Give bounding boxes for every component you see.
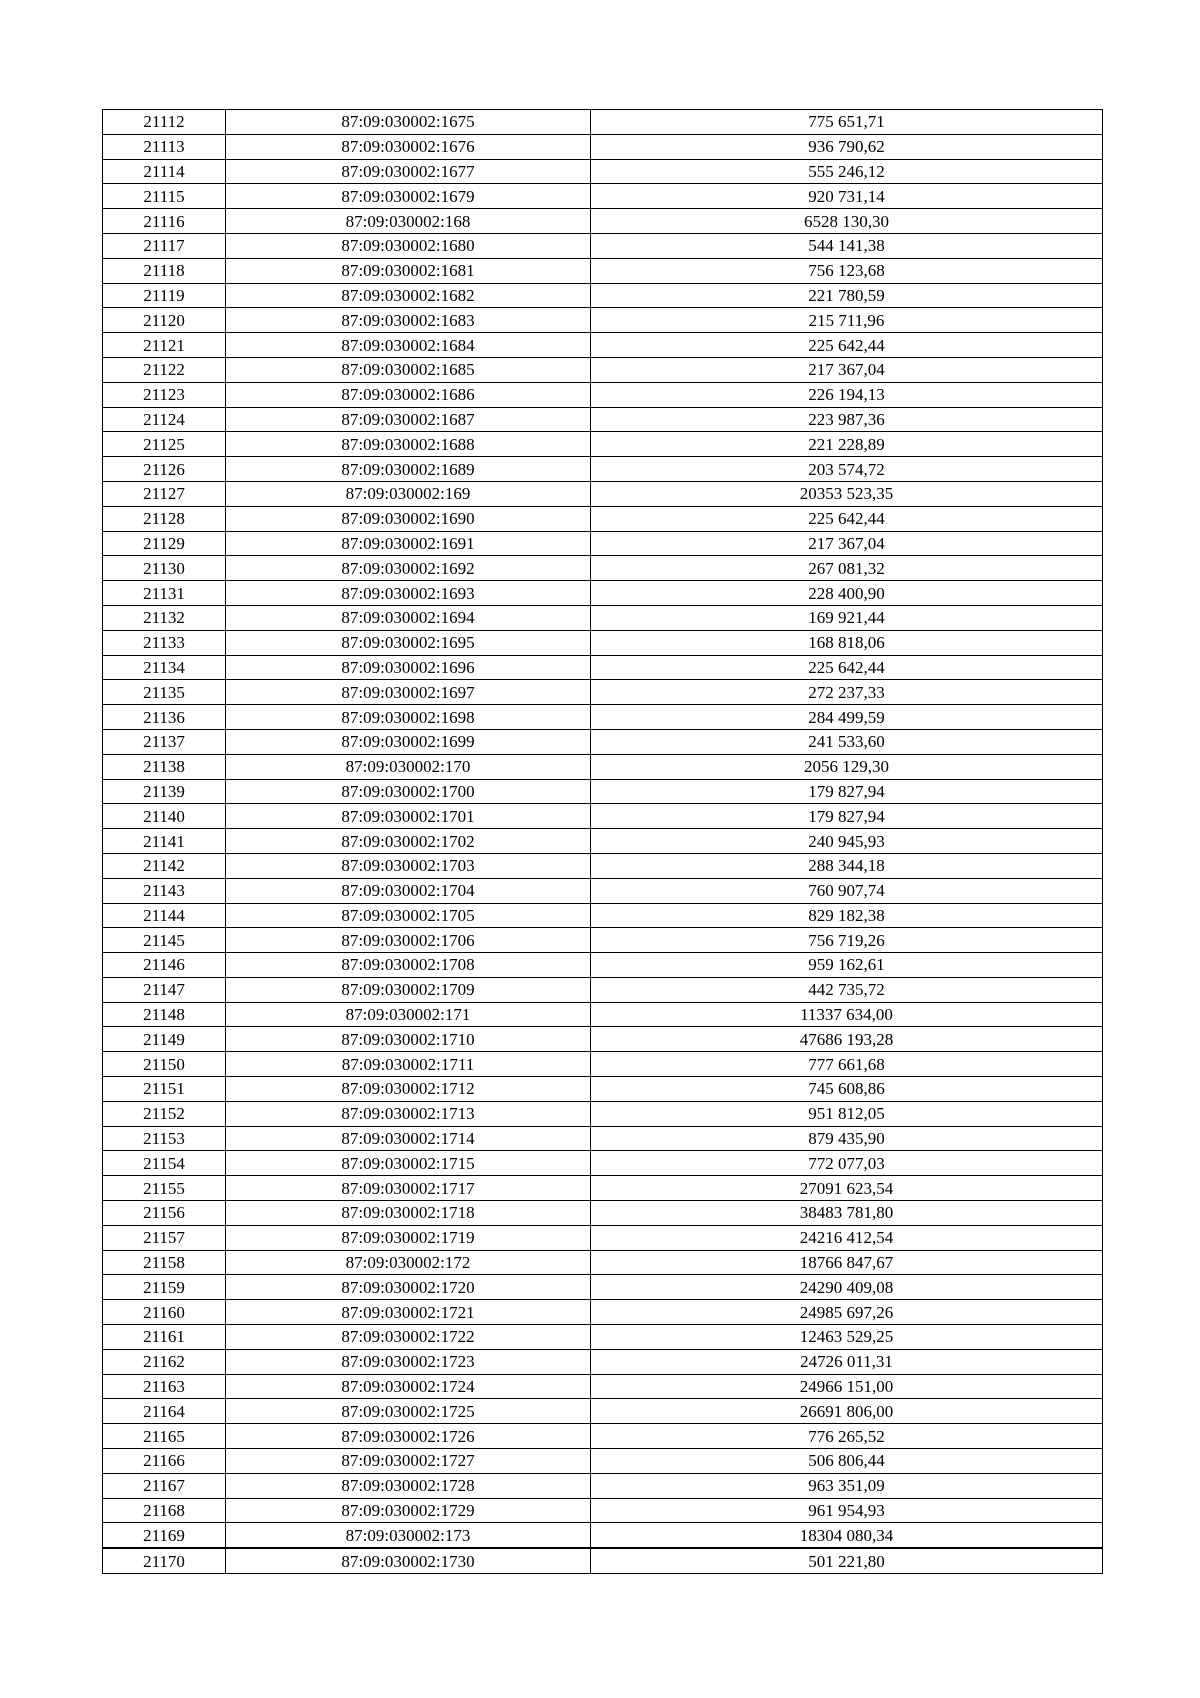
cadastral-value-cell: 179 827,94 [591,804,1103,829]
row-number-cell: 21144 [103,903,226,928]
table-row [103,1151,1103,1176]
table-row [103,1201,1103,1226]
table-row [103,110,1103,135]
row-number-cell: 21118 [103,258,226,283]
cadastral-value-cell: 760 907,74 [591,878,1103,903]
cadastral-number-cell: 87:09:030002:1694 [226,605,591,630]
table-row [103,1523,1103,1548]
row-number-cell: 21155 [103,1176,226,1201]
table-row [103,531,1103,556]
cadastral-number-cell: 87:09:030002:1696 [226,655,591,680]
table-row [103,581,1103,606]
table-row [103,1349,1103,1374]
row-number-cell: 21131 [103,581,226,606]
table-row [103,258,1103,283]
cadastral-number-cell: 87:09:030002:1703 [226,853,591,878]
cadastral-value-cell: 920 731,14 [591,184,1103,209]
table-row [103,1449,1103,1474]
cadastral-number-cell: 87:09:030002:1717 [226,1176,591,1201]
cadastral-value-cell: 226 194,13 [591,382,1103,407]
table-row [103,382,1103,407]
cadastral-number-cell: 87:09:030002:1718 [226,1201,591,1226]
cadastral-number-cell: 87:09:030002:1721 [226,1300,591,1325]
cadastral-value-cell: 217 367,04 [591,357,1103,382]
table-row [103,432,1103,457]
table-row [103,977,1103,1002]
cadastral-number-cell: 87:09:030002:1712 [226,1077,591,1102]
row-number-cell: 21135 [103,680,226,705]
row-number-cell: 21164 [103,1399,226,1424]
cadastral-value-cell: 26691 806,00 [591,1399,1103,1424]
cadastral-number-cell: 87:09:030002:1692 [226,556,591,581]
cadastral-value-cell: 223 987,36 [591,407,1103,432]
cadastral-value-cell: 775 651,71 [591,110,1103,135]
cadastral-value-cell: 215 711,96 [591,308,1103,333]
cadastral-number-cell: 87:09:030002:1675 [226,110,591,135]
row-number-cell: 21162 [103,1349,226,1374]
cadastral-number-cell: 87:09:030002:1720 [226,1275,591,1300]
cadastral-value-cell: 272 237,33 [591,680,1103,705]
cadastral-value-cell: 225 642,44 [591,655,1103,680]
row-number-cell: 21133 [103,630,226,655]
cadastral-number-cell: 87:09:030002:1686 [226,382,591,407]
row-number-cell: 21168 [103,1498,226,1523]
table-row [103,605,1103,630]
cadastral-value-cell: 11337 634,00 [591,1002,1103,1027]
cadastral-value-cell: 228 400,90 [591,581,1103,606]
row-number-cell: 21159 [103,1275,226,1300]
cadastral-number-cell: 87:09:030002:1693 [226,581,591,606]
row-number-cell: 21142 [103,853,226,878]
cadastral-number-cell: 87:09:030002:1676 [226,134,591,159]
row-number-cell: 21138 [103,754,226,779]
table-row [103,1002,1103,1027]
table-row [103,853,1103,878]
table-row [103,680,1103,705]
cadastral-value-cell: 179 827,94 [591,779,1103,804]
cadastral-number-cell: 87:09:030002:1701 [226,804,591,829]
cadastral-value-cell: 756 719,26 [591,928,1103,953]
cadastral-value-cell: 267 081,32 [591,556,1103,581]
row-number-cell: 21116 [103,209,226,234]
cadastral-value-cell: 777 661,68 [591,1052,1103,1077]
row-number-cell: 21126 [103,457,226,482]
table-row [103,1126,1103,1151]
cadastral-number-cell: 87:09:030002:171 [226,1002,591,1027]
cadastral-value-cell: 288 344,18 [591,853,1103,878]
row-number-cell: 21139 [103,779,226,804]
cadastral-number-cell: 87:09:030002:1681 [226,258,591,283]
cadastral-value-cell: 24290 409,08 [591,1275,1103,1300]
row-number-cell: 21115 [103,184,226,209]
cadastral-number-cell: 87:09:030002:1688 [226,432,591,457]
table-row [103,1399,1103,1424]
row-number-cell: 21165 [103,1424,226,1449]
table-row [103,481,1103,506]
table-row [103,1176,1103,1201]
table-row [103,556,1103,581]
cadastral-number-cell: 87:09:030002:1704 [226,878,591,903]
cadastral-value-cell: 745 608,86 [591,1077,1103,1102]
table-row [103,134,1103,159]
cadastral-number-cell: 87:09:030002:1727 [226,1449,591,1474]
row-number-cell: 21128 [103,506,226,531]
cadastral-number-cell: 87:09:030002:1719 [226,1225,591,1250]
cadastral-number-cell: 87:09:030002:1679 [226,184,591,209]
table-row [103,407,1103,432]
cadastral-value-cell: 168 818,06 [591,630,1103,655]
cadastral-value-table [102,109,1103,1574]
table-row [103,729,1103,754]
row-number-cell: 21149 [103,1027,226,1052]
table-row [103,754,1103,779]
table-row [103,878,1103,903]
cadastral-value-cell: 6528 130,30 [591,209,1103,234]
cadastral-number-cell: 87:09:030002:1726 [226,1424,591,1449]
cadastral-number-cell: 87:09:030002:1683 [226,308,591,333]
row-number-cell: 21161 [103,1325,226,1350]
cadastral-value-cell: 12463 529,25 [591,1325,1103,1350]
table-row [103,506,1103,531]
cadastral-number-cell: 87:09:030002:1709 [226,977,591,1002]
cadastral-number-cell: 87:09:030002:1702 [226,829,591,854]
row-number-cell: 21151 [103,1077,226,1102]
cadastral-number-cell: 87:09:030002:1690 [226,506,591,531]
row-number-cell: 21119 [103,283,226,308]
cadastral-number-cell: 87:09:030002:170 [226,754,591,779]
table-row [103,1250,1103,1275]
cadastral-number-cell: 87:09:030002:1685 [226,357,591,382]
table-row [103,1498,1103,1523]
cadastral-value-cell: 27091 623,54 [591,1176,1103,1201]
cadastral-number-cell: 87:09:030002:1700 [226,779,591,804]
table-row [103,159,1103,184]
cadastral-number-cell: 87:09:030002:1706 [226,928,591,953]
table-row [103,1225,1103,1250]
cadastral-number-cell: 87:09:030002:173 [226,1523,591,1548]
table-row [103,308,1103,333]
table-row [103,804,1103,829]
cadastral-number-cell: 87:09:030002:1713 [226,1101,591,1126]
cadastral-number-cell: 87:09:030002:1687 [226,407,591,432]
cadastral-value-cell: 24985 697,26 [591,1300,1103,1325]
table-row [103,655,1103,680]
table-body [103,110,1103,1574]
cadastral-number-cell: 87:09:030002:1724 [226,1374,591,1399]
table-row [103,1027,1103,1052]
row-number-cell: 21150 [103,1052,226,1077]
cadastral-number-cell: 87:09:030002:1711 [226,1052,591,1077]
cadastral-value-cell: 961 954,93 [591,1498,1103,1523]
cadastral-value-cell: 776 265,52 [591,1424,1103,1449]
table-row [103,829,1103,854]
cadastral-value-cell: 555 246,12 [591,159,1103,184]
table-row [103,705,1103,730]
cadastral-number-cell: 87:09:030002:1729 [226,1498,591,1523]
cadastral-number-cell: 87:09:030002:1689 [226,457,591,482]
cadastral-number-cell: 87:09:030002:1708 [226,953,591,978]
row-number-cell: 21154 [103,1151,226,1176]
table-row [103,1548,1103,1573]
table-row [103,357,1103,382]
cadastral-number-cell: 87:09:030002:1725 [226,1399,591,1424]
row-number-cell: 21117 [103,233,226,258]
table-row [103,184,1103,209]
cadastral-value-cell: 2056 129,30 [591,754,1103,779]
cadastral-value-cell: 772 077,03 [591,1151,1103,1176]
cadastral-number-cell: 87:09:030002:1682 [226,283,591,308]
cadastral-value-cell: 38483 781,80 [591,1201,1103,1226]
row-number-cell: 21148 [103,1002,226,1027]
table-row [103,333,1103,358]
row-number-cell: 21136 [103,705,226,730]
row-number-cell: 21160 [103,1300,226,1325]
cadastral-number-cell: 87:09:030002:1714 [226,1126,591,1151]
row-number-cell: 21132 [103,605,226,630]
row-number-cell: 21163 [103,1374,226,1399]
row-number-cell: 21152 [103,1101,226,1126]
cadastral-number-cell: 87:09:030002:1715 [226,1151,591,1176]
cadastral-value-cell: 18304 080,34 [591,1523,1103,1548]
row-number-cell: 21114 [103,159,226,184]
cadastral-number-cell: 87:09:030002:1677 [226,159,591,184]
row-number-cell: 21157 [103,1225,226,1250]
table-row [103,457,1103,482]
row-number-cell: 21122 [103,357,226,382]
cadastral-number-cell: 87:09:030002:1705 [226,903,591,928]
row-number-cell: 21170 [103,1548,226,1573]
table-row [103,209,1103,234]
cadastral-number-cell: 87:09:030002:1684 [226,333,591,358]
row-number-cell: 21130 [103,556,226,581]
cadastral-value-cell: 879 435,90 [591,1126,1103,1151]
cadastral-number-cell: 87:09:030002:1698 [226,705,591,730]
cadastral-value-cell: 24726 011,31 [591,1349,1103,1374]
row-number-cell: 21169 [103,1523,226,1548]
cadastral-number-cell: 87:09:030002:1710 [226,1027,591,1052]
row-number-cell: 21166 [103,1449,226,1474]
table-row [103,1077,1103,1102]
cadastral-value-cell: 20353 523,35 [591,481,1103,506]
row-number-cell: 21140 [103,804,226,829]
cadastral-value-cell: 24216 412,54 [591,1225,1103,1250]
row-number-cell: 21134 [103,655,226,680]
table-row [103,928,1103,953]
table-row [103,903,1103,928]
cadastral-value-cell: 506 806,44 [591,1449,1103,1474]
cadastral-value-cell: 756 123,68 [591,258,1103,283]
table-row [103,233,1103,258]
row-number-cell: 21147 [103,977,226,1002]
row-number-cell: 21158 [103,1250,226,1275]
cadastral-value-cell: 225 642,44 [591,506,1103,531]
row-number-cell: 21124 [103,407,226,432]
table-row [103,1052,1103,1077]
row-number-cell: 21143 [103,878,226,903]
row-number-cell: 21123 [103,382,226,407]
cadastral-number-cell: 87:09:030002:1722 [226,1325,591,1350]
cadastral-value-cell: 936 790,62 [591,134,1103,159]
row-number-cell: 21156 [103,1201,226,1226]
cadastral-value-cell: 203 574,72 [591,457,1103,482]
cadastral-value-cell: 501 221,80 [591,1548,1103,1573]
table-row [103,1325,1103,1350]
cadastral-number-cell: 87:09:030002:169 [226,481,591,506]
row-number-cell: 21145 [103,928,226,953]
cadastral-value-cell: 225 642,44 [591,333,1103,358]
cadastral-number-cell: 87:09:030002:1728 [226,1473,591,1498]
cadastral-number-cell: 87:09:030002:1730 [226,1548,591,1573]
table-row [103,1374,1103,1399]
table-row [103,1300,1103,1325]
row-number-cell: 21125 [103,432,226,457]
row-number-cell: 21112 [103,110,226,135]
row-number-cell: 21113 [103,134,226,159]
row-number-cell: 21153 [103,1126,226,1151]
cadastral-value-cell: 221 780,59 [591,283,1103,308]
table-row [103,1473,1103,1498]
table-row [103,1101,1103,1126]
cadastral-value-cell: 951 812,05 [591,1101,1103,1126]
cadastral-value-cell: 217 367,04 [591,531,1103,556]
row-number-cell: 21129 [103,531,226,556]
table-row [103,1424,1103,1449]
row-number-cell: 21167 [103,1473,226,1498]
table-row [103,283,1103,308]
cadastral-value-cell: 959 162,61 [591,953,1103,978]
cadastral-value-cell: 221 228,89 [591,432,1103,457]
cadastral-value-cell: 47686 193,28 [591,1027,1103,1052]
cadastral-value-cell: 24966 151,00 [591,1374,1103,1399]
table-row [103,1275,1103,1300]
cadastral-number-cell: 87:09:030002:1697 [226,680,591,705]
cadastral-number-cell: 87:09:030002:1680 [226,233,591,258]
cadastral-number-cell: 87:09:030002:1695 [226,630,591,655]
cadastral-value-cell: 829 182,38 [591,903,1103,928]
cadastral-number-cell: 87:09:030002:172 [226,1250,591,1275]
cadastral-value-cell: 18766 847,67 [591,1250,1103,1275]
cadastral-value-cell: 284 499,59 [591,705,1103,730]
cadastral-value-cell: 544 141,38 [591,233,1103,258]
row-number-cell: 21146 [103,953,226,978]
cadastral-value-cell: 240 945,93 [591,829,1103,854]
row-number-cell: 21121 [103,333,226,358]
cadastral-value-cell: 241 533,60 [591,729,1103,754]
cadastral-number-cell: 87:09:030002:168 [226,209,591,234]
cadastral-number-cell: 87:09:030002:1723 [226,1349,591,1374]
cadastral-value-cell: 169 921,44 [591,605,1103,630]
row-number-cell: 21137 [103,729,226,754]
cadastral-value-cell: 442 735,72 [591,977,1103,1002]
cadastral-number-cell: 87:09:030002:1691 [226,531,591,556]
table-row [103,630,1103,655]
cadastral-number-cell: 87:09:030002:1699 [226,729,591,754]
row-number-cell: 21120 [103,308,226,333]
cadastral-value-cell: 963 351,09 [591,1473,1103,1498]
row-number-cell: 21141 [103,829,226,854]
row-number-cell: 21127 [103,481,226,506]
table-row [103,779,1103,804]
table-row [103,953,1103,978]
